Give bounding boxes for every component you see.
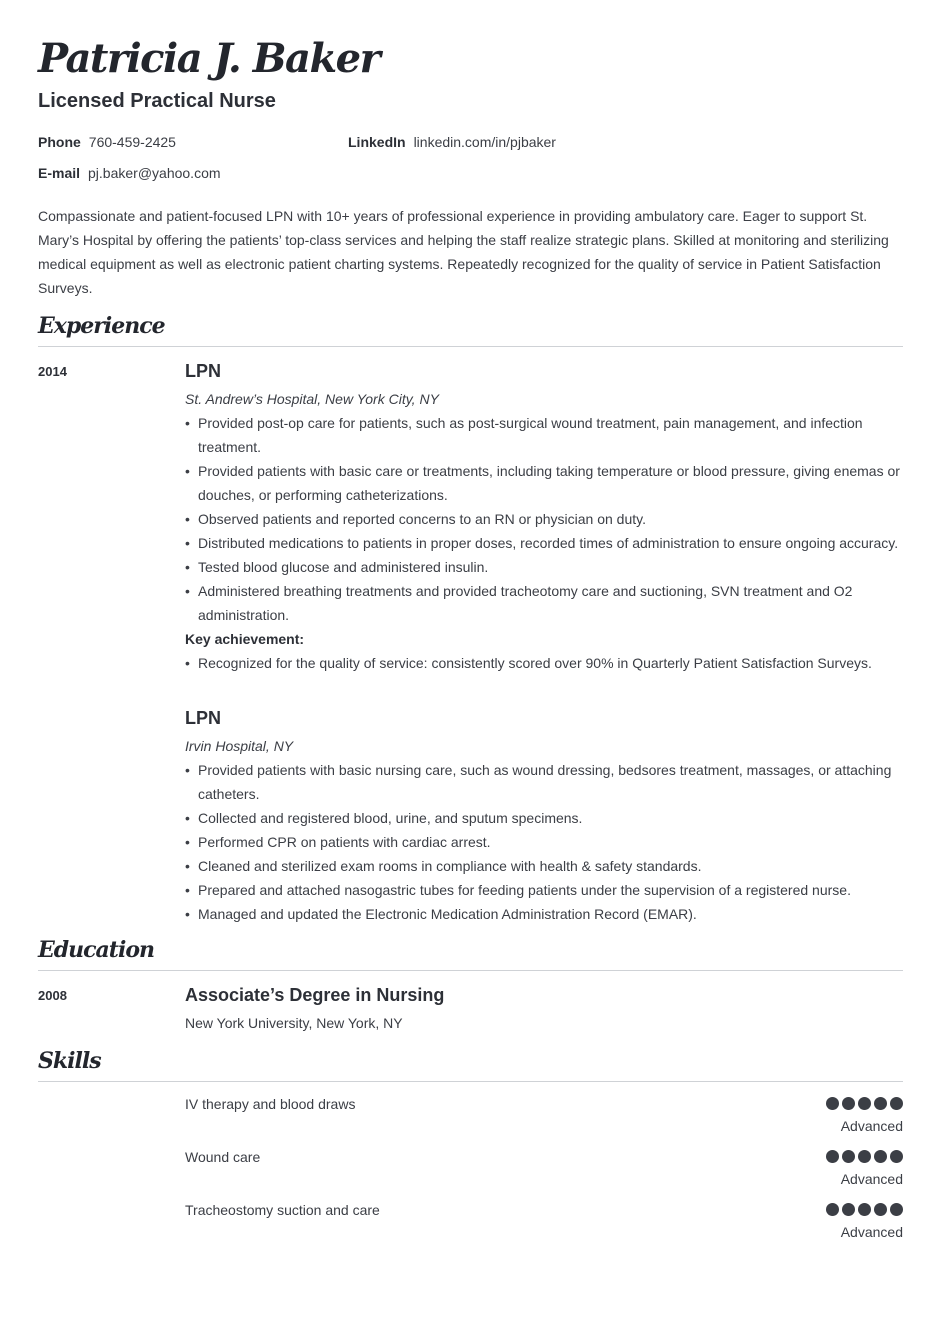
rating-dot: [858, 1097, 871, 1110]
linkedin-value[interactable]: linkedin.com/in/pjbaker: [413, 134, 556, 150]
experience-divider: [38, 346, 903, 347]
education-divider: [38, 970, 903, 971]
list-item: • Cleaned and sterilized exam rooms in compliance with health & safety standards.: [185, 854, 903, 878]
job-2-duties: [185, 758, 903, 926]
key-achievement-label: Key achievement:: [185, 631, 305, 647]
rating-dot: [890, 1150, 903, 1163]
education-school: New York University, New York, NY: [185, 1015, 403, 1031]
rating-dot: [874, 1203, 887, 1216]
summary-paragraph: Compassionate and patient-focused LPN with 10+ years of professional experience in providing ambulatory care. Eager to support St. Mary’s Hospital by offering the patients’ top-class services and helping the staff realize strategic plans. Skilled at monitoring and sterilizing medical equipment as well as electronic patient charting systems. Repeatedly recognized for the quality of service in Patient Satisfaction Surveys.: [38, 208, 889, 296]
skill-3-name: Tracheostomy suction and care: [185, 1202, 380, 1218]
skill-1-level: Advanced: [840, 1118, 903, 1134]
list-item: • Observed patients and reported concerns to an RN or physician on duty.: [185, 507, 903, 531]
contact-linkedin: [348, 134, 556, 150]
rating-dot: [842, 1097, 855, 1110]
skill-2-rating: [826, 1150, 903, 1163]
rating-dot: [826, 1097, 839, 1110]
rating-dot: [826, 1150, 839, 1163]
rating-dot: [842, 1150, 855, 1163]
rating-dot: [858, 1203, 871, 1216]
contact-email: [38, 165, 221, 181]
email-label: E-mail: [38, 165, 81, 181]
list-item: • Administered breathing treatments and provided tracheotomy care and suctioning, SVN treatment and O2 administration.: [185, 579, 903, 627]
skill-1-name: IV therapy and blood draws: [185, 1096, 356, 1112]
list-item: • Collected and registered blood, urine, and sputum specimens.: [185, 806, 903, 830]
list-item: • Recognized for the quality of service: consistently scored over 90% in Quarterly Patient Satisfaction Surveys.: [185, 651, 903, 675]
skill-2-level: Advanced: [840, 1171, 903, 1187]
job-1-employer: St. Andrew’s Hospital, New York City, NY: [185, 391, 439, 407]
skill-1-rating: [826, 1097, 903, 1110]
rating-dot: [826, 1203, 839, 1216]
job-1-achievements: [185, 651, 903, 675]
experience-heading: Experience: [38, 313, 165, 339]
skills-heading: Skills: [38, 1048, 101, 1074]
rating-dot: [874, 1097, 887, 1110]
rating-dot: [890, 1203, 903, 1216]
rating-dot: [890, 1097, 903, 1110]
list-item: • Provided patients with basic nursing care, such as wound dressing, bedsores treatment, massages, or attaching catheters.: [185, 758, 903, 806]
rating-dot: [858, 1150, 871, 1163]
contact-phone: [38, 134, 176, 150]
skill-2-name: Wound care: [185, 1149, 261, 1165]
candidate-name: Patricia J. Baker: [38, 35, 380, 82]
list-item: • Managed and updated the Electronic Medication Administration Record (EMAR).: [185, 902, 903, 926]
skill-3-level: Advanced: [840, 1224, 903, 1240]
job-1-year: 2014: [38, 364, 67, 379]
skills-divider: [38, 1081, 903, 1082]
list-item: • Prepared and attached nasogastric tubes for feeding patients under the supervision of a registered nurse.: [185, 878, 903, 902]
job-title: Licensed Practical Nurse: [38, 90, 276, 112]
job-1: [185, 362, 903, 675]
rating-dot: [874, 1150, 887, 1163]
education-heading: Education: [38, 937, 154, 963]
list-item: • Provided post-op care for patients, such as post-surgical wound treatment, pain management, and infection treatment.: [185, 411, 903, 459]
email-value[interactable]: pj.baker@yahoo.com: [88, 165, 221, 181]
skill-3-rating: [826, 1203, 903, 1216]
job-1-duties: [185, 411, 903, 627]
list-item: • Tested blood glucose and administered insulin.: [185, 555, 903, 579]
list-item: • Distributed medications to patients in proper doses, recorded times of administration to ensure ongoing accuracy.: [185, 531, 903, 555]
phone-value: 760-459-2425: [88, 134, 176, 150]
job-2-title: LPN: [185, 708, 221, 728]
linkedin-label: LinkedIn: [348, 134, 406, 150]
list-item: • Performed CPR on patients with cardiac arrest.: [185, 830, 903, 854]
rating-dot: [842, 1203, 855, 1216]
phone-label: Phone: [38, 134, 81, 150]
list-item: • Provided patients with basic care or treatments, including taking temperature or blood pressure, giving enemas or douches, or performing catheterizations.: [185, 459, 903, 507]
education-degree: Associate’s Degree in Nursing: [185, 985, 445, 1005]
job-2: [185, 709, 903, 926]
job-1-title: LPN: [185, 361, 221, 381]
job-2-employer: Irvin Hospital, NY: [185, 738, 294, 754]
education-year: 2008: [38, 988, 67, 1003]
